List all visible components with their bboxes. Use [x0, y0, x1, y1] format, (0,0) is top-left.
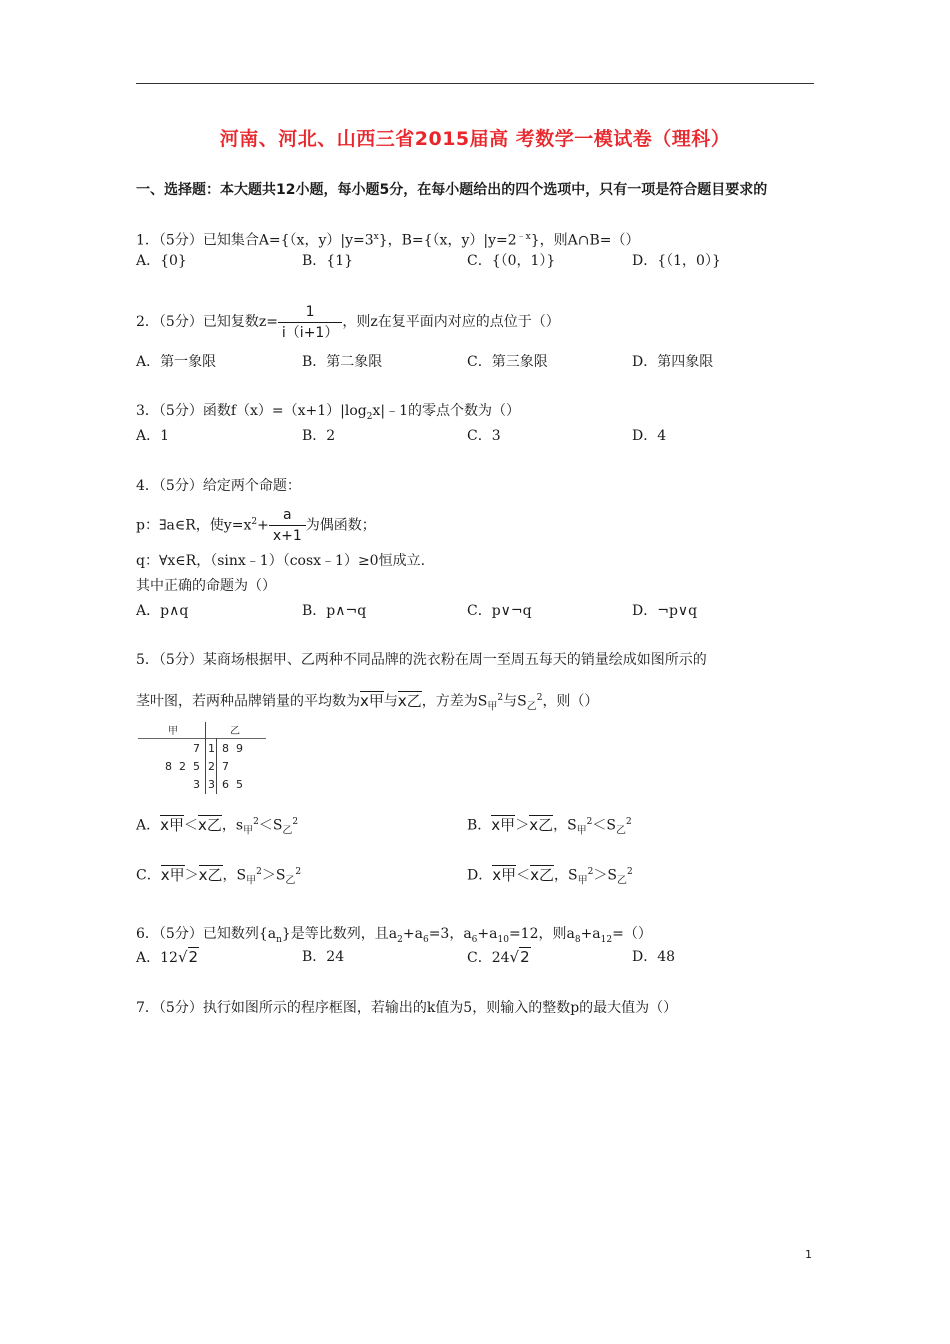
stem-leaf-left: 8 2 5 [165, 760, 200, 773]
stem-leaf-plot [138, 722, 266, 794]
stem-leaf-left: 3 [193, 778, 200, 791]
option-a[interactable]: A．x甲＜x乙，$s_甲^2<S_乙^2$ [136, 815, 299, 837]
page-title: 河南、河北、山西三省2015届高 考数学一模试卷（理科） [219, 128, 731, 150]
stem-leaf-right: 8 9 [222, 742, 243, 755]
question-5-options-row-2 [136, 862, 776, 888]
section-heading: 一、选择题：本大题共12小题，每小题5分，在每小题给出的四个选项中，只有一项是符合题目要求的 [136, 182, 768, 198]
option-a[interactable]: A．12√2 [136, 948, 199, 966]
stem-leaf-stem: 3 [208, 778, 215, 791]
question-4-options [136, 601, 776, 621]
stem-leaf-divider [205, 722, 206, 794]
question-6-stem: 6．（5分）已知数列$\{a_n\}$是等比数列，且$a_2+a_6=3$，$a_6+a_{10}=12$，则$a_8+a_{12}=()$ [136, 926, 652, 945]
sqrt: √2 [509, 948, 530, 966]
page-number: 1 [805, 1248, 812, 1261]
header-rule [136, 83, 814, 84]
stem-leaf-rule [138, 738, 266, 739]
fraction: $\frac{a}{x+1}$ [269, 505, 306, 546]
fraction: $\frac{1}{i(i+1)}$ [278, 302, 342, 343]
question-6-options [136, 947, 776, 969]
option-c[interactable]: C．x甲＞x乙，$S_甲^2>S_乙^2$ [136, 865, 302, 887]
option-c[interactable]: C．{（0，1）} [467, 253, 556, 269]
option-d[interactable]: D．第四象限 [632, 354, 714, 370]
option-b[interactable]: B．第二象限 [302, 354, 383, 370]
option-b[interactable]: B．x甲＞x乙，$S_甲^2<S_乙^2$ [467, 815, 632, 837]
option-a[interactable]: A．1 [136, 428, 170, 444]
stem-leaf-left: 7 [193, 742, 200, 755]
question-7-stem: 7．（5分）执行如图所示的程序框图，若输出的k值为5，则输入的整数p的最大值为（） [136, 1000, 678, 1016]
option-a[interactable]: A．第一象限 [136, 354, 217, 370]
option-b[interactable]: B．{1} [302, 253, 354, 269]
option-b[interactable]: B．p∧¬q [302, 603, 367, 619]
question-3-options [136, 426, 776, 446]
option-d[interactable]: D．x甲＜x乙，$S_甲^2>S_乙^2$ [467, 865, 633, 887]
question-5-options-row-1 [136, 812, 776, 838]
stem-leaf-stem: 1 [208, 742, 215, 755]
option-d[interactable]: D．4 [632, 428, 667, 444]
option-c[interactable]: C．3 [467, 428, 501, 444]
stem-leaf-stem: 2 [208, 760, 215, 773]
stem-leaf-header-left: 甲 [168, 726, 178, 737]
question-4-ask: 其中正确的命题为（） [136, 578, 276, 594]
question-4-proposition-q: q：∀x∈R，（sinx﹣1）（cosx﹣1）≥0恒成立. [136, 553, 426, 569]
option-a[interactable]: A．p∧q [136, 603, 189, 619]
question-2-stem: 2．（5分）已知复数z= $\frac{1}{i(i+1)}$ ，则z在复平面内对应的点位于（） [136, 303, 560, 341]
sqrt: √2 [177, 948, 199, 966]
option-c[interactable]: C．第三象限 [467, 354, 548, 370]
question-4-stem: 4．（5分）给定两个命题： [136, 478, 301, 494]
question-5-line-2: 茎叶图，若两种品牌销量的平均数为x甲与x乙，方差为$S_甲^2$与$S_乙^2$，则（） [136, 691, 599, 713]
option-a[interactable]: A．{0} [136, 253, 187, 269]
question-5-line-1: 5．（5分）某商场根据甲、乙两种不同品牌的洗衣粉在周一至周五每天的销量绘成如图所示的 [136, 652, 707, 668]
question-2-options [136, 352, 776, 372]
question-1-stem: 1．（5分）已知集合A={（x，$y)|y=3^x$}，B={（x，$y)|y=2^{﹣x}$}，则A∩B=（） [136, 232, 640, 249]
stem-leaf-right: 6 5 [222, 778, 243, 791]
question-3-stem: 3．（5分）函数$f(x)=(x+1)|\log_2x|﹣1$的零点个数为（） [136, 403, 521, 422]
option-c[interactable]: C．24√2 [467, 948, 530, 966]
option-d[interactable]: D．48 [632, 949, 676, 965]
option-d[interactable]: D．{（1，0）} [632, 253, 721, 269]
option-b[interactable]: B．2 [302, 428, 336, 444]
stem-leaf-right: 7 [222, 760, 229, 773]
option-b[interactable]: B．24 [302, 949, 345, 965]
question-1-options [136, 251, 776, 271]
option-d[interactable]: D．¬p∨q [632, 603, 698, 619]
question-4-proposition-p: p：∃a∈R，使$y=x^2+$ $\frac{a}{x+1}$ 为偶函数； [136, 507, 376, 545]
stem-leaf-divider [216, 738, 217, 794]
stem-leaf-header-right: 乙 [230, 726, 240, 737]
option-c[interactable]: C．p∨¬q [467, 603, 532, 619]
